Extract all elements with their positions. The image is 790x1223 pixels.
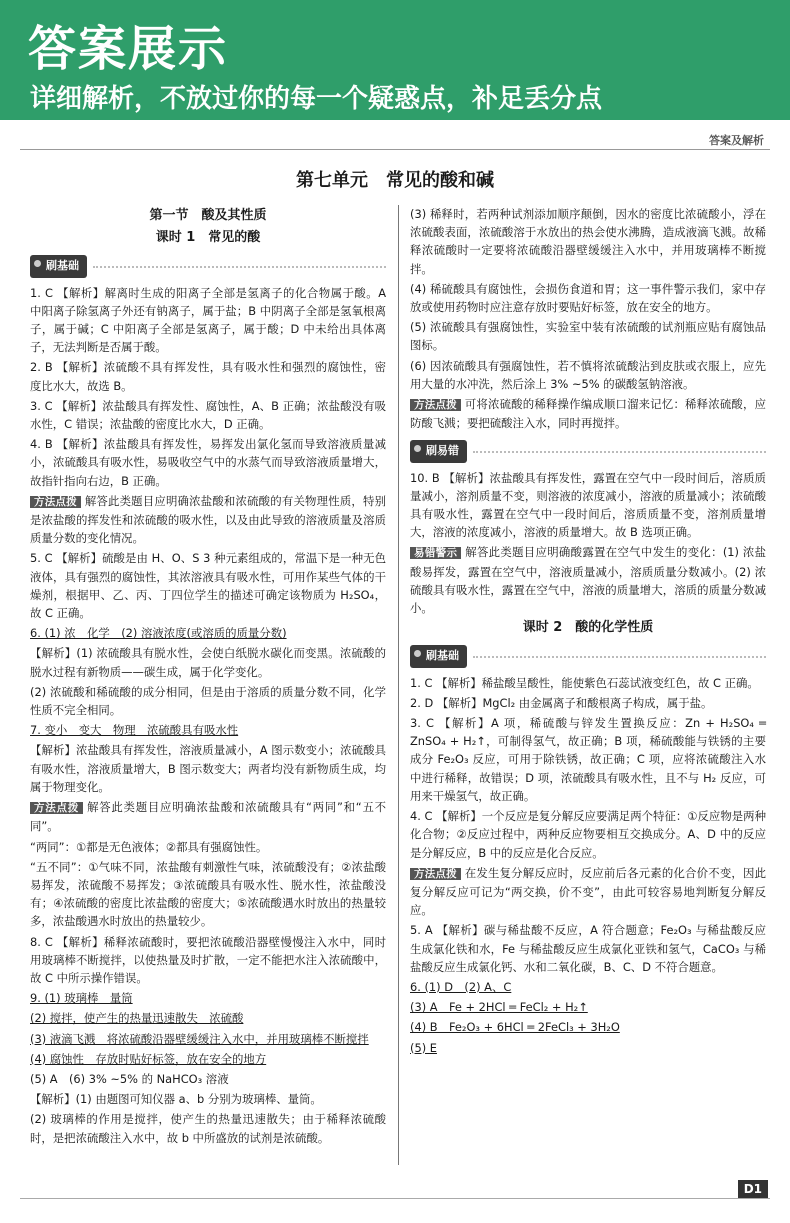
answer-1: 1. C 【解析】解离时生成的阳离子全部是氢离子的化合物属于酸。A 中阳离子除氢离子外还有钠离子，属于盐；B 中阴离子全部是氢氧根离子，属于碱；C 中阳离子全部是氢离子，属于酸；D 中未给出具体离子，无法判断是否属于酸。 <box>30 285 386 355</box>
answer-9-p3: (3) 稀释时，若两种试剂添加顺序颠倒，因水的密度比浓硫酸小，浮在浓硫酸表面，浓硫酸溶于水放出的热会使水沸腾，造成液滴飞溅。故稀释浓硫酸时一定要将浓硫酸沿器壁缓缓注入水中，并用玻璃棒不断搅拌。 <box>410 207 766 276</box>
lesson2-answer-6-3: (4) B Fe₂O₃ + 6HCl ═ 2FeCl₃ + 3H₂O <box>410 1020 620 1035</box>
header-divider <box>20 149 770 150</box>
tip-tag: 方法点拨 <box>410 399 461 411</box>
lesson2-answer-6-2: (3) A Fe + 2HCl ═ FeCl₂ + H₂↑ <box>410 1000 588 1015</box>
lesson2-answer-4: 4. C 【解析】一个反应是复分解反应要满足两个特征：①反应物是两种化合物；②反应过程中，两种反应物要相互交换成分。A、D 中的反应是分解反应，B 中的反应是化合反应。 <box>410 809 766 860</box>
section-title: 第一节 酸及其性质 <box>149 208 267 223</box>
banner <box>0 0 790 120</box>
answer-9-1: 9. (1) 玻璃棒 量筒 <box>30 991 133 1006</box>
answer-8: 8. C 【解析】稀释浓硫酸时，要把浓硫酸沿器壁慢慢注入水中，同时用玻璃棒不断搅拌，以使热量及时扩散，一定不能把水注入浓硫酸中，故 C 中所示操作错误。 <box>30 934 386 985</box>
practice-badge: 刷基础 <box>410 645 467 667</box>
answer-9-p6: (6) 因浓硫酸具有强腐蚀性，若不慎将浓硫酸沾到皮肤或衣服上，应先用大量的水冲洗，然后涂上 3% ~5% 的碳酸氢钠溶液。 <box>410 358 766 391</box>
column-divider <box>398 205 399 1165</box>
page-number: D1 <box>738 1180 768 1198</box>
answer-3: 3. C 【解析】浓盐酸具有挥发性、腐蚀性，A、B 正确；浓盐酸没有吸水性，C 错误；浓盐酸的密度比水大，D 正确。 <box>30 398 386 432</box>
lesson2-answer-2: 2. D 【解析】MgCl₂ 由金属离子和酸根离子构成，属于盐。 <box>410 695 713 710</box>
answer-7-a: 【解析】浓盐酸具有挥发性，溶液质量减小，A 图示数变小；浓硫酸具有吸水性，溶液质量增大，B 图示数变大；两者均没有新物质生成，均属于物理变化。 <box>30 743 386 794</box>
lesson2-answer-5: 5. A 【解析】碳与稀盐酸不反应，A 符合题意；Fe₂O₃ 与稀盐酸反应生成氯化铁和水，Fe 与稀盐酸反应生成氯化亚铁和氢气，CaCO₃ 与稀盐酸反应生成氯化钙、水和二氧化碳，B、C、D 不符合题意。 <box>410 923 766 974</box>
answer-9-a: 【解析】(1) 由题图可知仪器 a、b 分别为玻璃棒、量筒。 <box>30 1092 322 1107</box>
answer-9-4: (4) 腐蚀性 存放时贴好标签，放在安全的地方 <box>30 1051 267 1066</box>
tip-tag: 方法点拨 <box>30 802 83 814</box>
answer-9-3: (3) 液滴飞溅 将浓硫酸沿器壁缓缓注入水中，并用玻璃棒不断搅拌 <box>30 1031 369 1046</box>
answer-4: 4. B 【解析】浓盐酸具有挥发性，易挥发出氯化氢而导致溶液质量减小，浓硫酸具有吸水性，易吸收空气中的水蒸气而导致溶液质量增大，故指针指向右边，B 正确。 <box>30 437 386 488</box>
answer-2: 2. B 【解析】浓硫酸不具有挥发性，具有吸水性和强烈的腐蚀性，密度比水大，故选 B。 <box>30 360 386 393</box>
lesson2-answer-6-4: (5) E <box>410 1040 437 1055</box>
answer-5: 5. C 【解析】硫酸是由 H、O、S 3 种元素组成的，常温下是一种无色液体，具有强烈的腐蚀性，其浓溶液具有吸水性，可用作某些气体的干燥剂，根据甲、乙、丙、丁四位学生的描述可确定该物质为 H₂SO₄，故 C 正确。 <box>30 551 386 621</box>
lesson-title: 课时 1 常见的酸 <box>155 230 261 246</box>
tip-tag: 方法点拨 <box>30 496 81 508</box>
lesson2-answer-6-1: 6. (1) D (2) A、C <box>410 979 512 994</box>
badge-row <box>30 255 386 277</box>
answer-7-head: 7. 变小 变大 物理 浓硫酸具有吸水性 <box>30 723 239 738</box>
lesson2-answer-1: 1. C 【解析】稀盐酸呈酸性，能使紫色石蕊试液变红色，故 C 正确。 <box>410 675 759 690</box>
answer-6-b: (2) 浓硫酸和稀硫酸的成分相同，但是由于溶质的质量分数不同，化学性质不完全相同。 <box>30 684 386 718</box>
tip-4: 方法点拨 解答此类题目应明确浓盐酸和浓硫酸的有关物理性质，特别是浓盐酸的挥发性和浓硫酸的吸水性，以及由此导致的溶液质量及溶质质量分数的变化情况。 <box>30 493 386 546</box>
answer-9-b: (2) 玻璃棒的作用是搅拌，使产生的热量迅速散失；由于稀释浓硫酸时，是把浓硫酸注入水中，故 b 中所盛放的试剂是浓硫酸。 <box>30 1112 386 1145</box>
error-badge: 刷易错 <box>410 440 467 462</box>
banner-subtitle: 详细解析，不放过你的每一个疑惑点，补足丢分点 <box>30 84 603 114</box>
answer-9-p5: (5) 浓硫酸具有强腐蚀性，实验室中装有浓硫酸的试剂瓶应贴有腐蚀品图标。 <box>410 320 766 353</box>
right-column <box>410 205 766 1059</box>
badge-row <box>410 645 766 667</box>
warning-10: 易错警示 解答此类题目应明确酸露置在空气中发生的变化：(1) 浓盐酸易挥发，露置在空气中，溶液质量减小，溶质质量分数减小。(2) 浓硫酸具有吸水性，露置在空气中，溶液的质量增大，溶质的质量分数减小。 <box>410 545 766 616</box>
answer-9-2: (2) 搅拌，使产生的热量迅速散失 浓硫酸 <box>30 1011 244 1026</box>
lesson-2-title: 课时 2 酸的化学性质 <box>522 620 654 636</box>
practice-badge: 刷基础 <box>30 255 87 277</box>
banner-title: 答案展示 <box>28 21 229 77</box>
answer-6-a: 【解析】(1) 浓硫酸具有脱水性，会使白纸脱水碳化而变黑。浓硫酸的脱水过程有新物质——碳生成，属于化学变化。 <box>30 646 386 679</box>
lesson2-answer-3: 3. C 【解析】A 项，稀硫酸与锌发生置换反应：Zn + H₂SO₄ ═ ZnSO₄ + H₂↑，可制得氢气，故正确；B 项，稀硫酸能与铁锈的主要成分 Fe₂O₃ 反应，可用于除铁锈，故正确；C 项，应将浓硫酸注入水中进行稀释，故错误；D 项，浓硫酸具有吸水性，且不与 H₂ 反应，可用来干燥氢气，故正确。 <box>410 716 766 803</box>
answer-9-5: (5) A (6) 3% ~5% 的 NaHCO₃ 溶液 <box>30 1071 229 1086</box>
badge-row <box>410 440 766 462</box>
answer-7-same: “两同”：①都是无色液体；②都具有强腐蚀性。 <box>30 839 268 854</box>
header-label: 答案及解析 <box>709 134 764 147</box>
tip-tag: 方法点拨 <box>410 868 461 880</box>
tip-7: 方法点拨 解答此类题目应明确浓盐酸和浓硫酸具有“两同”和“五不同”。 <box>30 800 386 834</box>
warning-tag: 易错警示 <box>410 547 461 559</box>
answer-7-diff: “五不同”：①气味不同，浓盐酸有刺激性气味，浓硫酸没有；②浓盐酸易挥发，浓硫酸不易挥发；③浓硫酸具有吸水性、脱水性，浓盐酸没有；④浓硫酸的密度比浓盐酸的密度大；⑤浓硫酸遇水时放出的热量较多，浓盐酸遇水时放出的热量较少。 <box>30 859 386 929</box>
footer-divider <box>20 1198 770 1199</box>
tip-9: 方法点拨 可将浓硫酸的稀释操作编成顺口溜来记忆：稀释浓硫酸，应防酸飞溅；要把硫酸注入水，同时再搅拌。 <box>410 397 766 431</box>
tip-lesson2-4: 方法点拨 在发生复分解反应时，反应前后各元素的化合价不变，因此复分解反应可记为“两交换，价不变”，由此可较容易地判断复分解反应。 <box>410 865 766 918</box>
answer-9-p4: (4) 稀硫酸具有腐蚀性，会损伤食道和胃；这一事件警示我们，家中存放或使用药物时应注意存放时要贴好标签，放在安全的地方。 <box>410 281 766 315</box>
unit-title: 第七单元 常见的酸和碱 <box>296 170 494 191</box>
answer-6-head: 6. (1) 浓 化学 (2) 溶液浓度(或溶质的质量分数) <box>30 626 287 641</box>
answer-10: 10. B 【解析】浓盐酸具有挥发性，露置在空气中一段时间后，溶质质量减小，溶剂质量不变，则溶液的浓度减小，溶液的质量减小；浓硫酸具有吸水性，露置在空气中一段时间后，溶质质量不变，溶剂质量增大，溶液的浓度减小，溶液的质量增大。故 B 选项正确。 <box>410 470 766 540</box>
left-column <box>30 205 386 1149</box>
